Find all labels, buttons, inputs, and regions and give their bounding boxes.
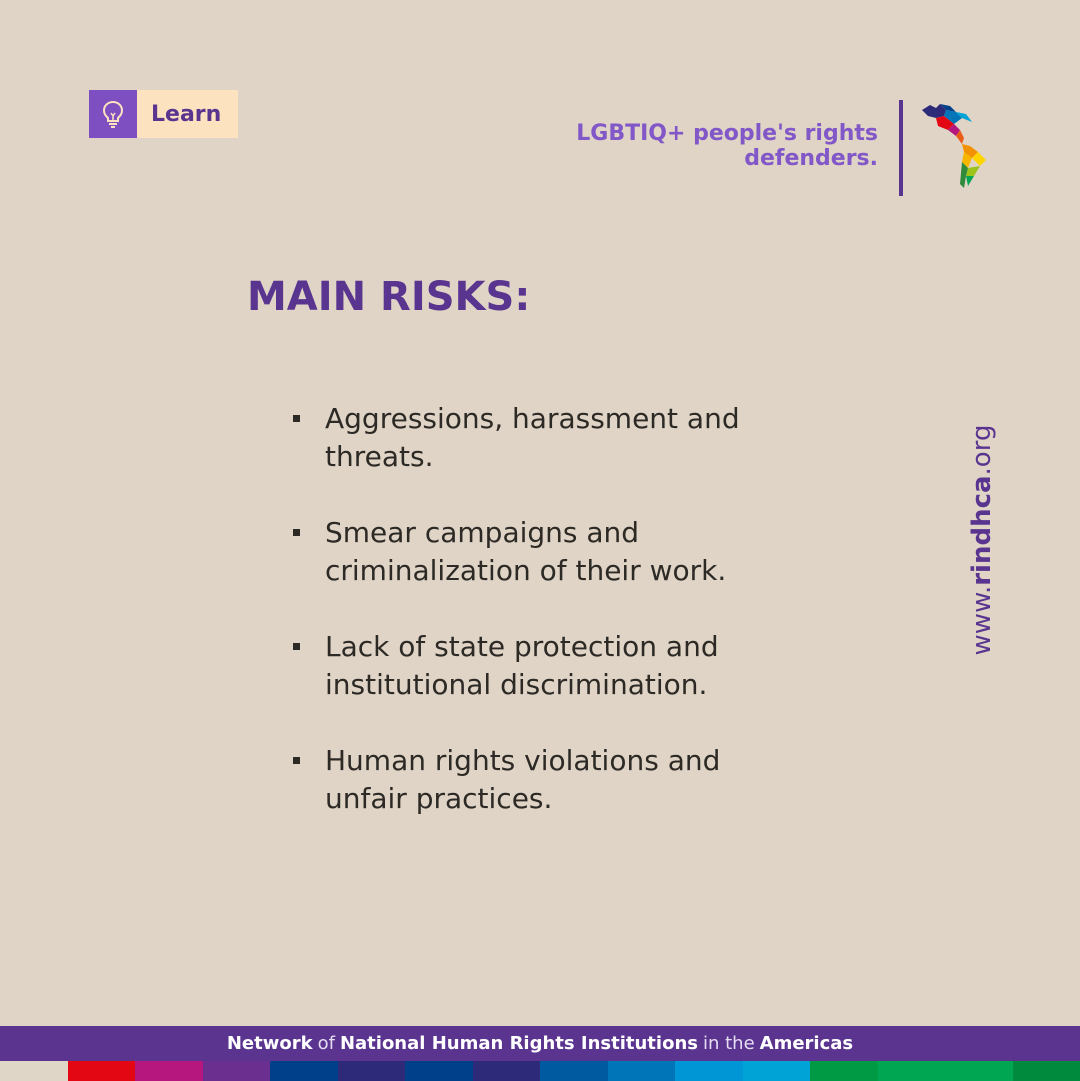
color-strip [0,1061,1080,1081]
risk-text-line2: threats. [325,440,434,473]
risk-list [290,400,770,856]
risk-text-line1: Smear campaigns and [325,516,640,549]
color-strip-segment [0,1061,68,1081]
color-strip-segment [135,1061,203,1081]
list-item [290,628,770,704]
color-strip-segment [405,1061,473,1081]
bullet-icon [293,643,300,650]
page-title: MAIN RISKS: [247,274,531,320]
learn-badge [89,90,238,138]
topic-subtitle-line1: LGBTIQ+ people's rights [576,121,878,146]
footer-word-americas: Americas [759,1033,854,1054]
bullet-icon [293,757,300,764]
list-item [290,742,770,818]
list-item [290,514,770,590]
risk-text-line2: unfair practices. [325,782,553,815]
url-prefix: www. [967,585,997,656]
learn-label: Learn [137,90,238,138]
url-domain: rindhca [967,475,997,586]
color-strip-segment [743,1061,811,1081]
footer-word-institutions: National Human Rights Institutions [339,1033,698,1054]
list-item [290,400,770,476]
color-strip-segment [270,1061,338,1081]
risk-text-line2: criminalization of their work. [325,554,727,587]
color-strip-segment [68,1061,136,1081]
color-strip-segment [1013,1061,1080,1081]
color-strip-segment [810,1061,878,1081]
americas-map-icon [916,102,992,196]
topic-subtitle [576,121,878,171]
topic-subtitle-line2: defenders. [744,146,878,171]
footer-banner [0,1026,1080,1061]
color-strip-segment [473,1061,541,1081]
risk-text-line1: Aggressions, harassment and [325,402,740,435]
risk-text-line1: Human rights violations and [325,744,721,777]
color-strip-segment [945,1061,1013,1081]
header-divider [899,100,903,196]
lightbulb-icon [89,90,137,138]
risk-text-line1: Lack of state protection and [325,630,719,663]
color-strip-segment [878,1061,946,1081]
color-strip-segment [540,1061,608,1081]
color-strip-segment [608,1061,676,1081]
color-strip-segment [338,1061,406,1081]
bullet-icon [293,415,300,422]
footer-word-network: Network [226,1033,313,1054]
color-strip-segment [675,1061,743,1081]
bullet-icon [293,529,300,536]
url-suffix: .org [967,424,997,476]
footer-word-in-the: in the [702,1033,755,1054]
footer-word-of: of [317,1033,335,1054]
website-url[interactable] [967,425,997,656]
color-strip-segment [203,1061,271,1081]
risk-text-line2: institutional discrimination. [325,668,708,701]
